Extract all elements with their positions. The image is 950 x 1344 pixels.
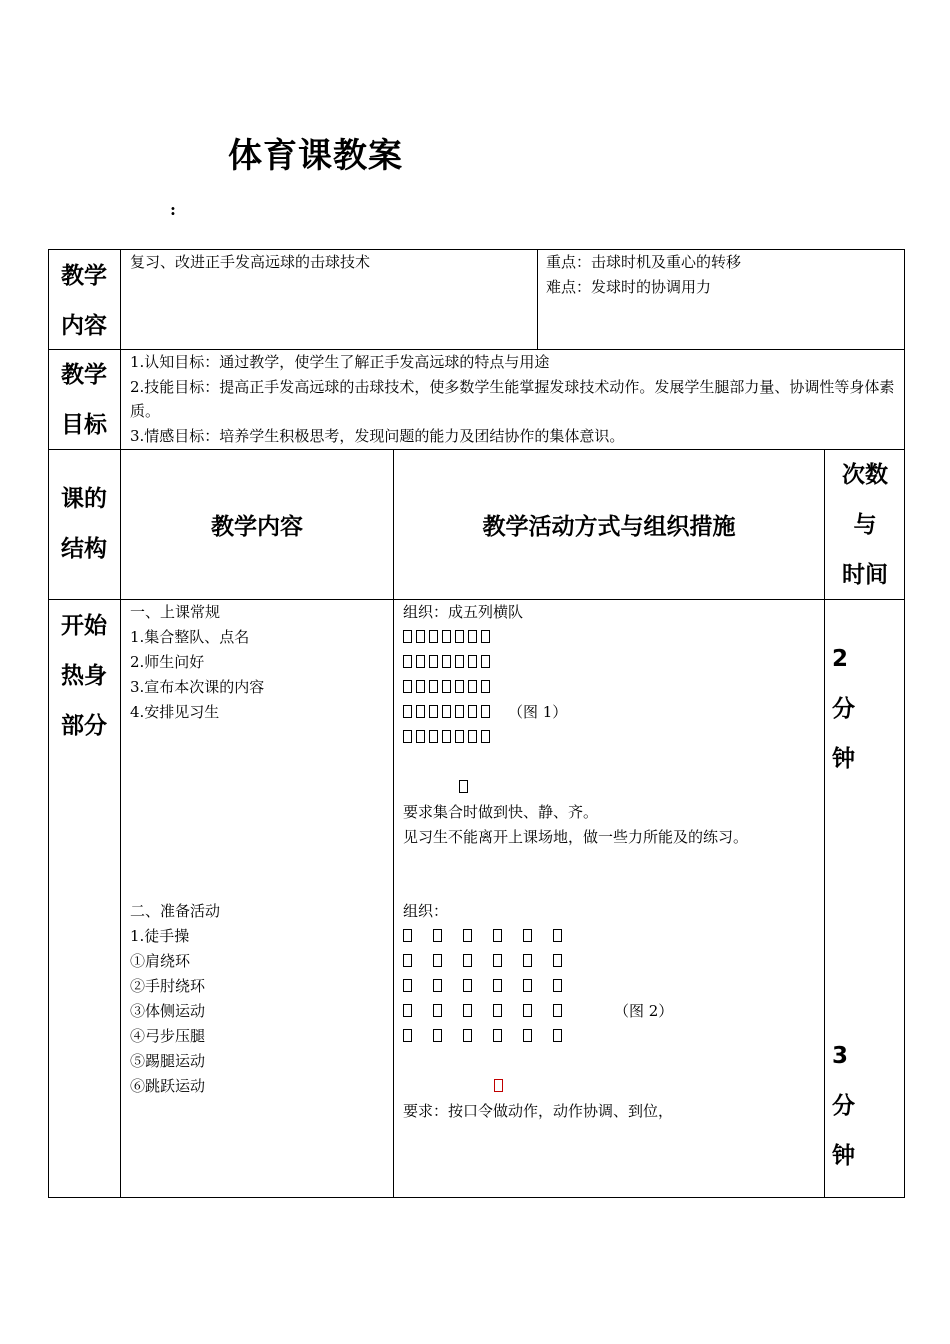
formation-row [403,924,823,949]
list-item: ③体侧运动 [130,1002,206,1020]
row-label-goals [48,350,120,450]
time-line: 2 [832,646,849,672]
col-divider [393,449,394,1198]
table-border-bottom [48,1197,905,1198]
org-text: 组织： [403,902,449,920]
label-line: 课的 [61,486,107,512]
teaching-goals [130,350,900,448]
label-line: 与 [853,512,877,538]
requirement: 要求：按口令做动作，动作协调、到位， [403,1102,674,1120]
formation-row [403,700,823,725]
time-line: 钟 [832,1143,855,1169]
time-line: 分 [832,696,855,722]
part2-activity [403,899,823,1124]
list-item: ②手肘绕环 [130,977,206,995]
list-item: 二、准备活动 [130,902,221,920]
list-item: 1.集合整队、点名 [130,628,250,646]
requirement: 见习生不能离开上课场地，做一些力所能及的练习。 [403,828,749,846]
row-label-content [48,249,120,351]
formation-row [403,675,823,700]
label-line: 时间 [842,562,888,588]
list-item: ①肩绕环 [130,952,191,970]
list-item: 一、上课常规 [130,603,221,621]
figure-label: （图 1） [508,703,568,721]
list-item: ⑤踢腿运动 [130,1052,206,1070]
teacher-icon [459,780,468,793]
label-line: 内容 [61,313,107,339]
goal-emotional: 3.情感目标：培养学生积极思考，发现问题的能力及团结协作的集体意识。 [130,426,625,445]
time-line: 分 [832,1093,855,1119]
part2-items [130,899,390,1099]
goal-cognitive: 1.认知目标：通过教学，使学生了解正手发高远球的特点与用途 [130,353,550,371]
list-item: 4.安排见习生 [130,703,220,721]
label-line: 教学 [61,362,107,388]
formation-row [403,999,823,1024]
list-item: ④弓步压腿 [130,1027,206,1045]
header-structure [48,474,120,574]
subtitle-mark: : [170,200,176,219]
teacher-marker [403,1074,823,1099]
section-label [48,601,120,751]
goal-skill: 2.技能目标：提高正手发高远球的击球技术，使多数学生能掌握发球技术动作。发展学生腿部力量、协调性等身体素质。 [130,377,895,420]
list-item: 1.徒手操 [130,927,190,945]
lesson-content: 复习、改进正手发高远球的击球技术 [130,253,371,271]
row-divider [48,449,905,450]
col-divider [120,249,121,1198]
teacher-marker [403,775,823,800]
difficult-point: 难点：发球时的协调用力 [546,278,712,296]
label-line: 次数 [842,462,888,488]
spacer [403,1049,823,1074]
table-border-right [904,249,905,1198]
list-item: 3.宣布本次课的内容 [130,678,265,696]
requirement: 要求集合时做到快、静、齐。 [403,803,599,821]
label-line: 部分 [61,713,107,739]
formation-row [403,625,823,650]
time-line: 3 [832,1043,849,1069]
header-time [825,450,905,600]
col-divider [537,249,538,349]
part1-items [130,600,390,725]
formation-row [403,949,823,974]
formation-row [403,650,823,675]
label-line: 开始 [61,613,107,639]
label-line: 热身 [61,663,107,689]
lesson-plan-table [48,249,905,1198]
header-content: 教学内容 [211,514,303,540]
list-item: 2.师生问好 [130,653,205,671]
header-activity: 教学活动方式与组织措施 [482,514,736,540]
list-item: ⑥跳跃运动 [130,1077,206,1095]
teacher-icon [494,1079,503,1092]
label-line: 目标 [61,412,107,438]
spacer [403,750,823,775]
label-line: 教学 [61,263,107,289]
figure-label: （图 2） [614,1002,674,1020]
formation-row [403,725,823,750]
label-line: 结构 [61,536,107,562]
org-text: 组织：成五列横队 [403,603,524,621]
part2-time [832,1031,892,1181]
formation-row [403,1024,823,1049]
part1-activity [403,600,823,850]
key-point: 重点：击球时机及重心的转移 [546,253,742,271]
part1-time [832,634,892,784]
formation-row [403,974,823,999]
time-line: 钟 [832,746,855,772]
page-title: 体育课教案 [228,136,403,176]
key-points [546,250,896,300]
